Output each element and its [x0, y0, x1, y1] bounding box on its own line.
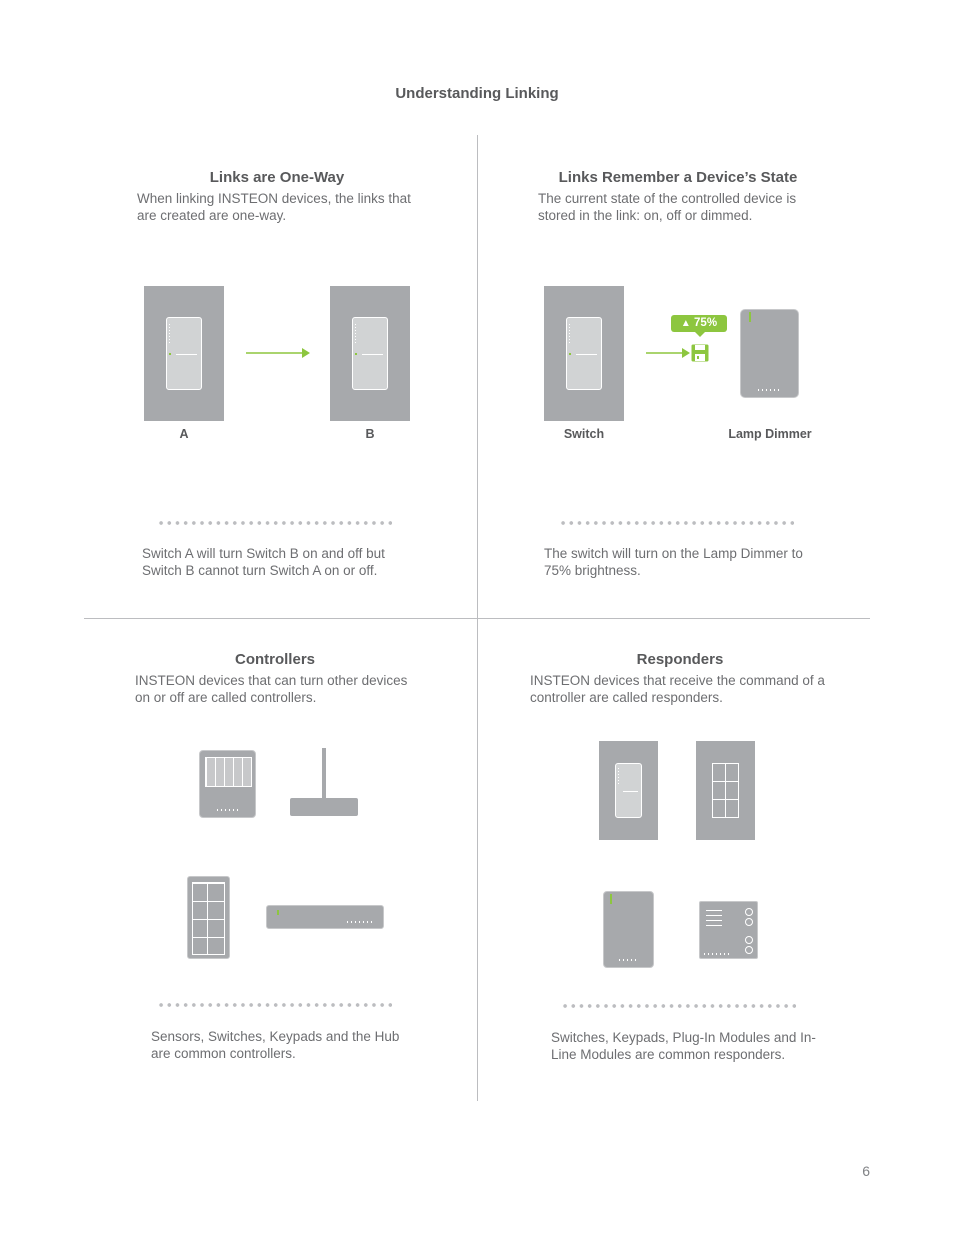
- brightness-badge: [671, 315, 727, 332]
- controllers-caption: Sensors, Switches, Keypads and the Hub are common controllers.: [151, 1029, 400, 1061]
- lamp-dimmer-device: [740, 309, 799, 398]
- brightness-value: 75%: [694, 317, 718, 329]
- link-arrow-icon: [246, 346, 310, 360]
- lamp-icon: ▲: [680, 318, 691, 329]
- switch-plate: [544, 286, 624, 421]
- one-way-description: When linking INSTEON devices, the links that are created are one-way.: [137, 191, 411, 223]
- responders-description: INSTEON devices that receive the command of a controller are called responders.: [530, 673, 825, 705]
- hub-router-device: [290, 748, 360, 818]
- responder-keypad-plate: [696, 741, 755, 840]
- save-icon: [691, 344, 709, 362]
- one-way-caption: Switch A will turn Switch B on and off but Switch B cannot turn Switch A on or off.: [142, 546, 385, 578]
- remote-keypad-device: [199, 750, 256, 818]
- dotted-separator: [157, 521, 392, 525]
- responder-switch-plate: [599, 741, 658, 840]
- state-caption: The switch will turn on the Lamp Dimmer to 75% brightness.: [544, 546, 803, 578]
- switch-b-rocker: [352, 317, 388, 390]
- state-title: Links Remember a Device’s State: [558, 169, 798, 186]
- page-number: 6: [862, 1163, 870, 1179]
- controllers-title: Controllers: [234, 651, 315, 668]
- responder-switch-rocker: [615, 763, 642, 818]
- responders-caption: Switches, Keypads, Plug-In Modules and In-Line Modules are common responders.: [551, 1030, 816, 1062]
- switch-b-plate: [330, 286, 410, 421]
- keypad-controller-device: [187, 876, 230, 959]
- insteon-hub-device: [266, 905, 384, 929]
- plug-in-module-device: [603, 891, 654, 968]
- label-lamp-dimmer: Lamp Dimmer: [728, 427, 812, 441]
- state-description: The current state of the controlled device is stored in the link: on, off or dimmed.: [538, 191, 797, 223]
- label-switch: Switch: [563, 427, 605, 441]
- label-b: B: [365, 427, 375, 441]
- controllers-description: INSTEON devices that can turn other devices on or off are called controllers.: [135, 673, 408, 705]
- dotted-separator: [559, 521, 794, 525]
- one-way-title: Links are One-Way: [209, 169, 345, 186]
- switch-a-rocker: [166, 317, 202, 390]
- page-title: Understanding Linking: [395, 85, 559, 102]
- switch-rocker: [566, 317, 602, 390]
- switch-a-plate: [144, 286, 224, 421]
- horizontal-divider: [84, 618, 870, 619]
- dotted-separator: [561, 1004, 796, 1008]
- in-line-module-device: [699, 901, 758, 959]
- dotted-separator: [157, 1003, 392, 1007]
- label-a: A: [179, 427, 189, 441]
- link-arrow-icon: [646, 346, 690, 360]
- responders-title: Responders: [636, 651, 724, 668]
